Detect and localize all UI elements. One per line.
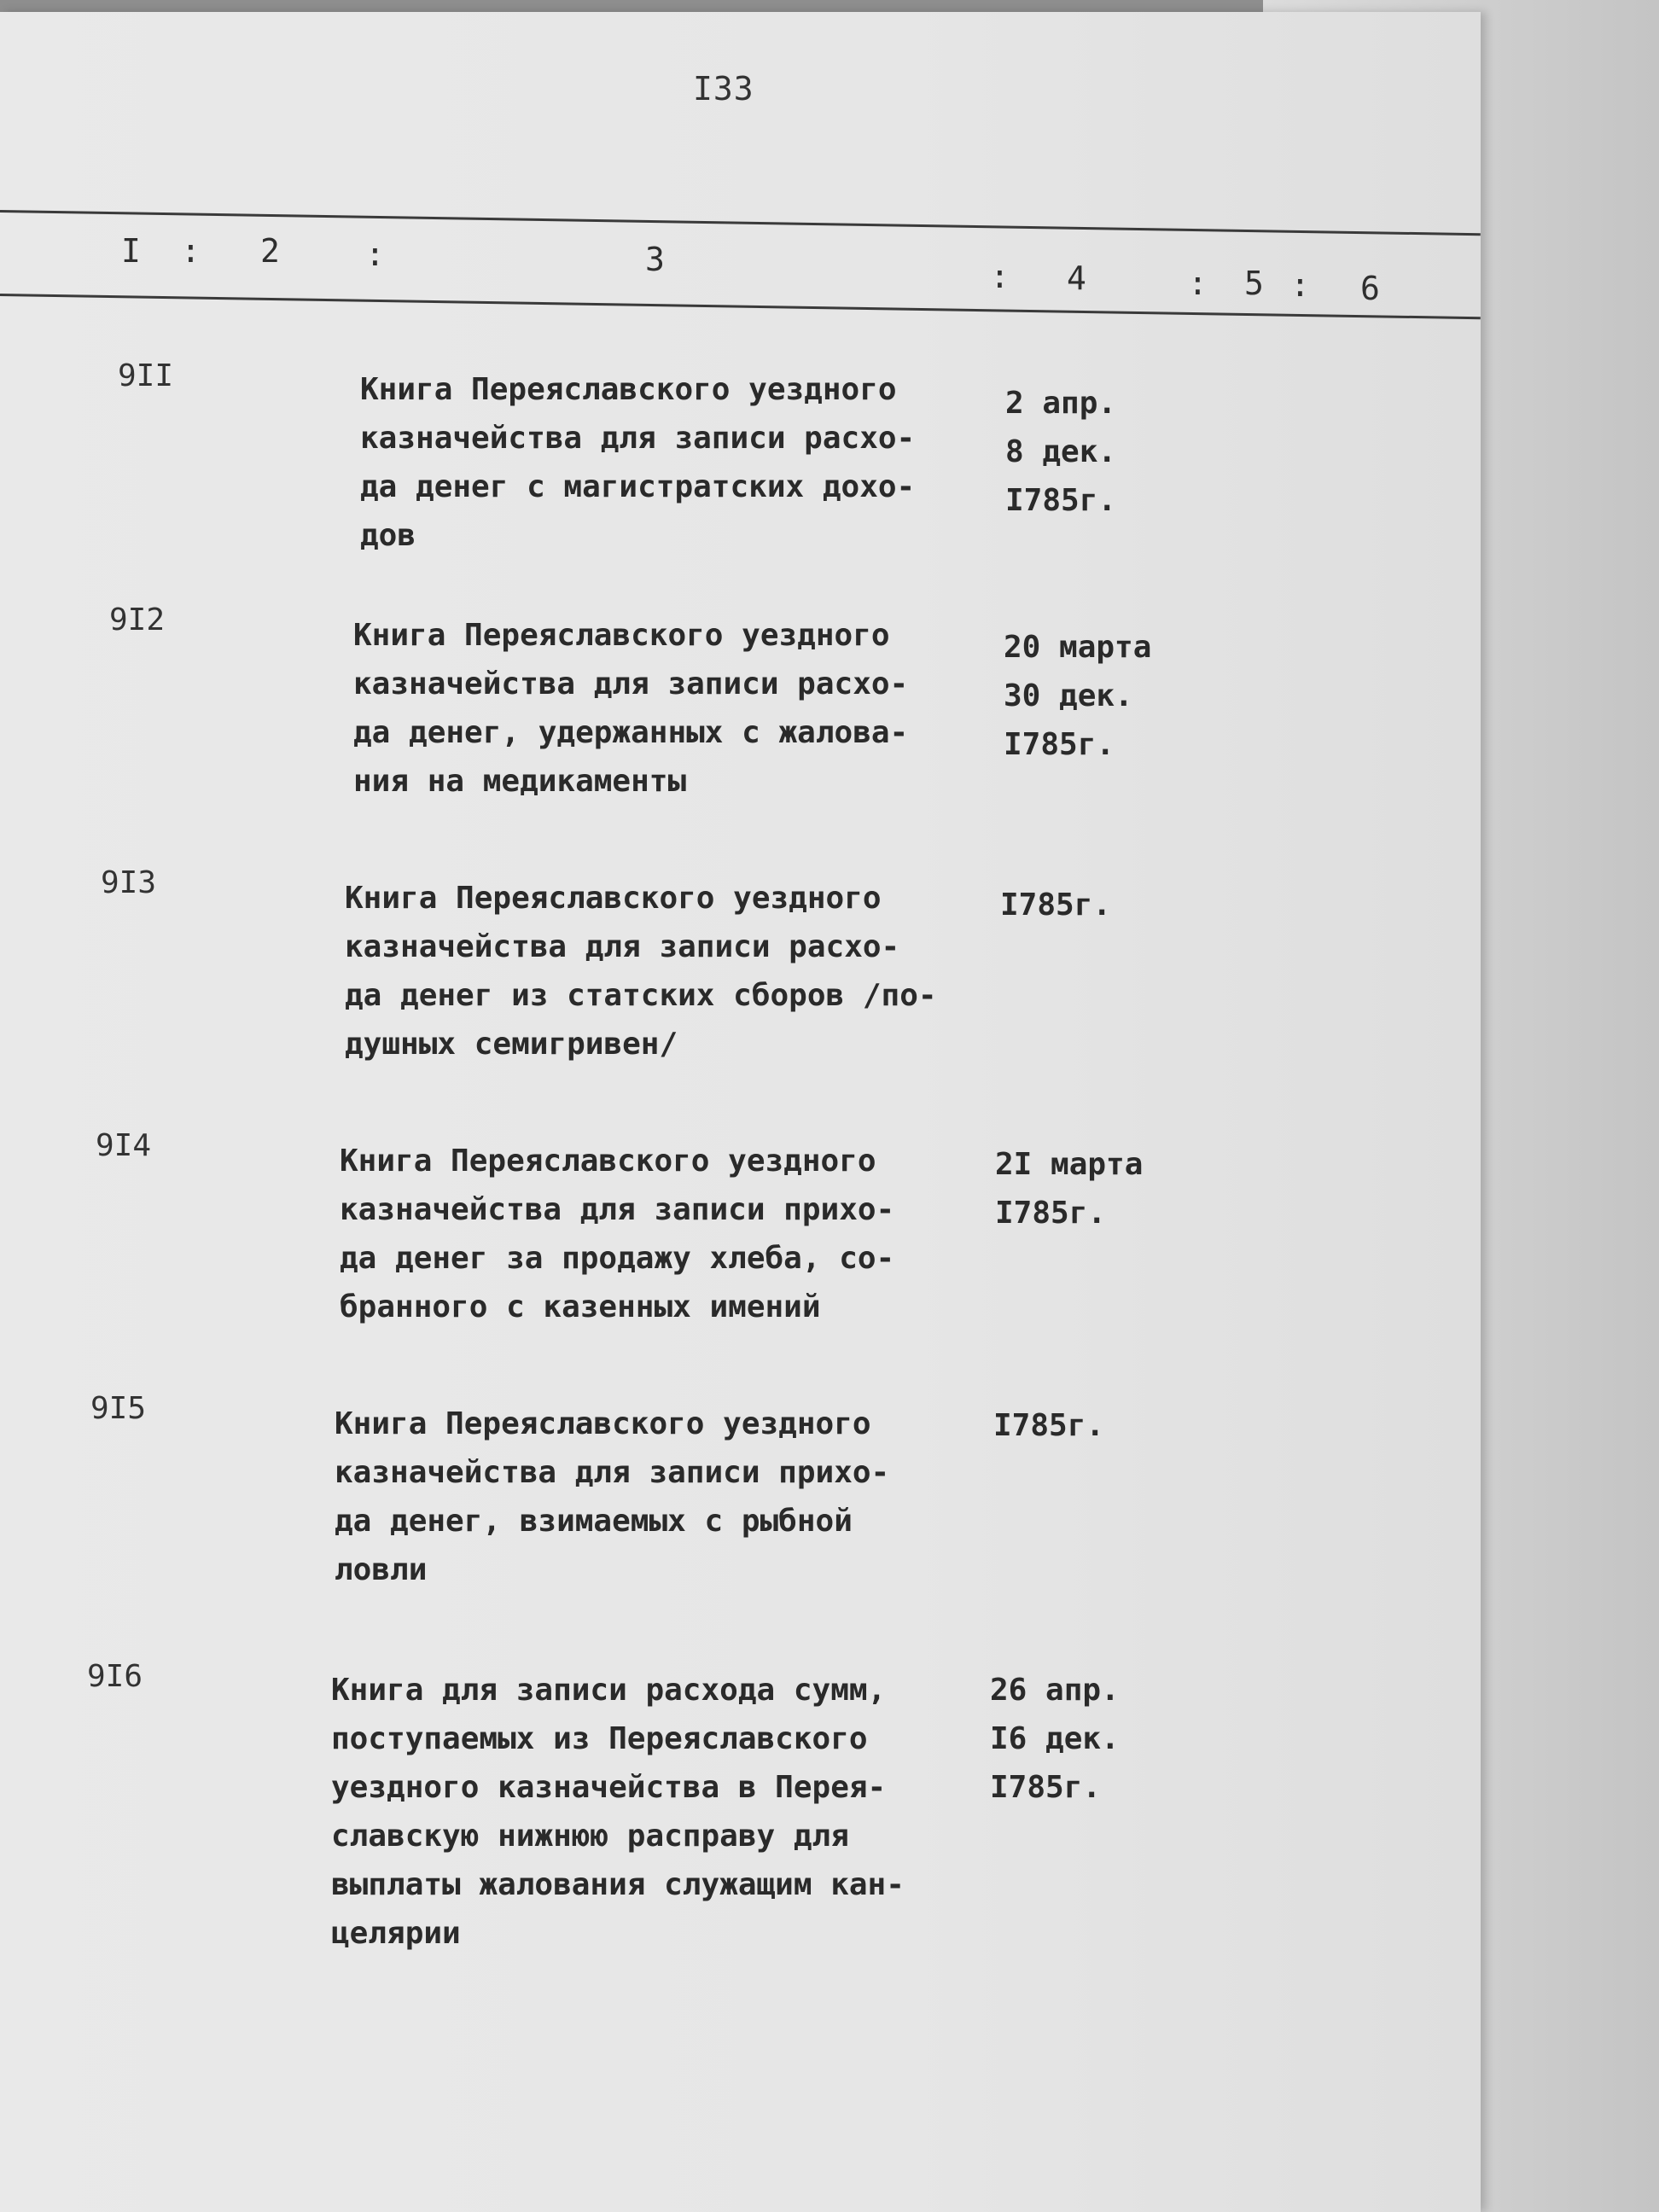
entry-number: 9II [118, 358, 174, 393]
entry-number: 9I3 [101, 865, 157, 900]
column-separator: : [1290, 266, 1310, 304]
document-sheet [0, 12, 1481, 2212]
entry-title: Книга Переяславского уездного казначейства для записи расхо- да денег из статских сборов /по- душных семигривен/ [345, 881, 937, 1062]
entry-title: Книга Переяславского уездного казначейства для записи расхо- да денег с магистратских дохо- дов [360, 372, 916, 553]
column-separator: : [990, 258, 1010, 295]
entry-date: 26 апр. I6 дек. I785г. [990, 1673, 1120, 1805]
entry-number: 9I4 [96, 1128, 152, 1163]
column-header-3: 3 [645, 241, 665, 278]
entry-date: 2I марта I785г. [995, 1147, 1144, 1231]
column-header-5: 5 [1244, 265, 1264, 302]
entry-date: 20 марта 30 дек. I785г. [1004, 630, 1152, 762]
entry-number: 9I2 [109, 602, 166, 637]
column-separator: : [1188, 265, 1208, 302]
column-header-4: 4 [1067, 259, 1086, 297]
column-header-2: 2 [260, 232, 280, 270]
entry-title: Книга Переяславского уездного казначейства для записи прихо- да денег, взимаемых с рыбной ловли [335, 1406, 890, 1587]
column-header-6: 6 [1360, 270, 1380, 307]
entry-title: Книга для записи расхода сумм, поступаемых из Переяславского уездного казначейства в Перея- славскую нижнюю расправу для выплаты жалования служащим кан- целярии [331, 1673, 905, 1951]
entry-title: Книга Переяславского уездного казначейства для записи расхо- да денег, удержанных с жалова- ния на медикаменты [353, 618, 909, 799]
entry-number: 9I5 [90, 1391, 147, 1426]
column-separator: : [181, 232, 201, 270]
entry-date: I785г. [993, 1408, 1105, 1443]
page-number: I33 [693, 70, 754, 108]
entry-title: Книга Переяславского уездного казначейства для записи прихо- да денег за продажу хлеба, со- бранного с казенных имений [340, 1144, 895, 1324]
entry-number: 9I6 [87, 1659, 143, 1694]
table-header-top-rule [0, 210, 1481, 236]
entry-date: 2 апр. 8 дек. I785г. [1005, 386, 1117, 518]
column-header-1: I [121, 232, 141, 270]
entry-date: I785г. [1000, 888, 1112, 923]
column-separator: : [365, 236, 385, 273]
